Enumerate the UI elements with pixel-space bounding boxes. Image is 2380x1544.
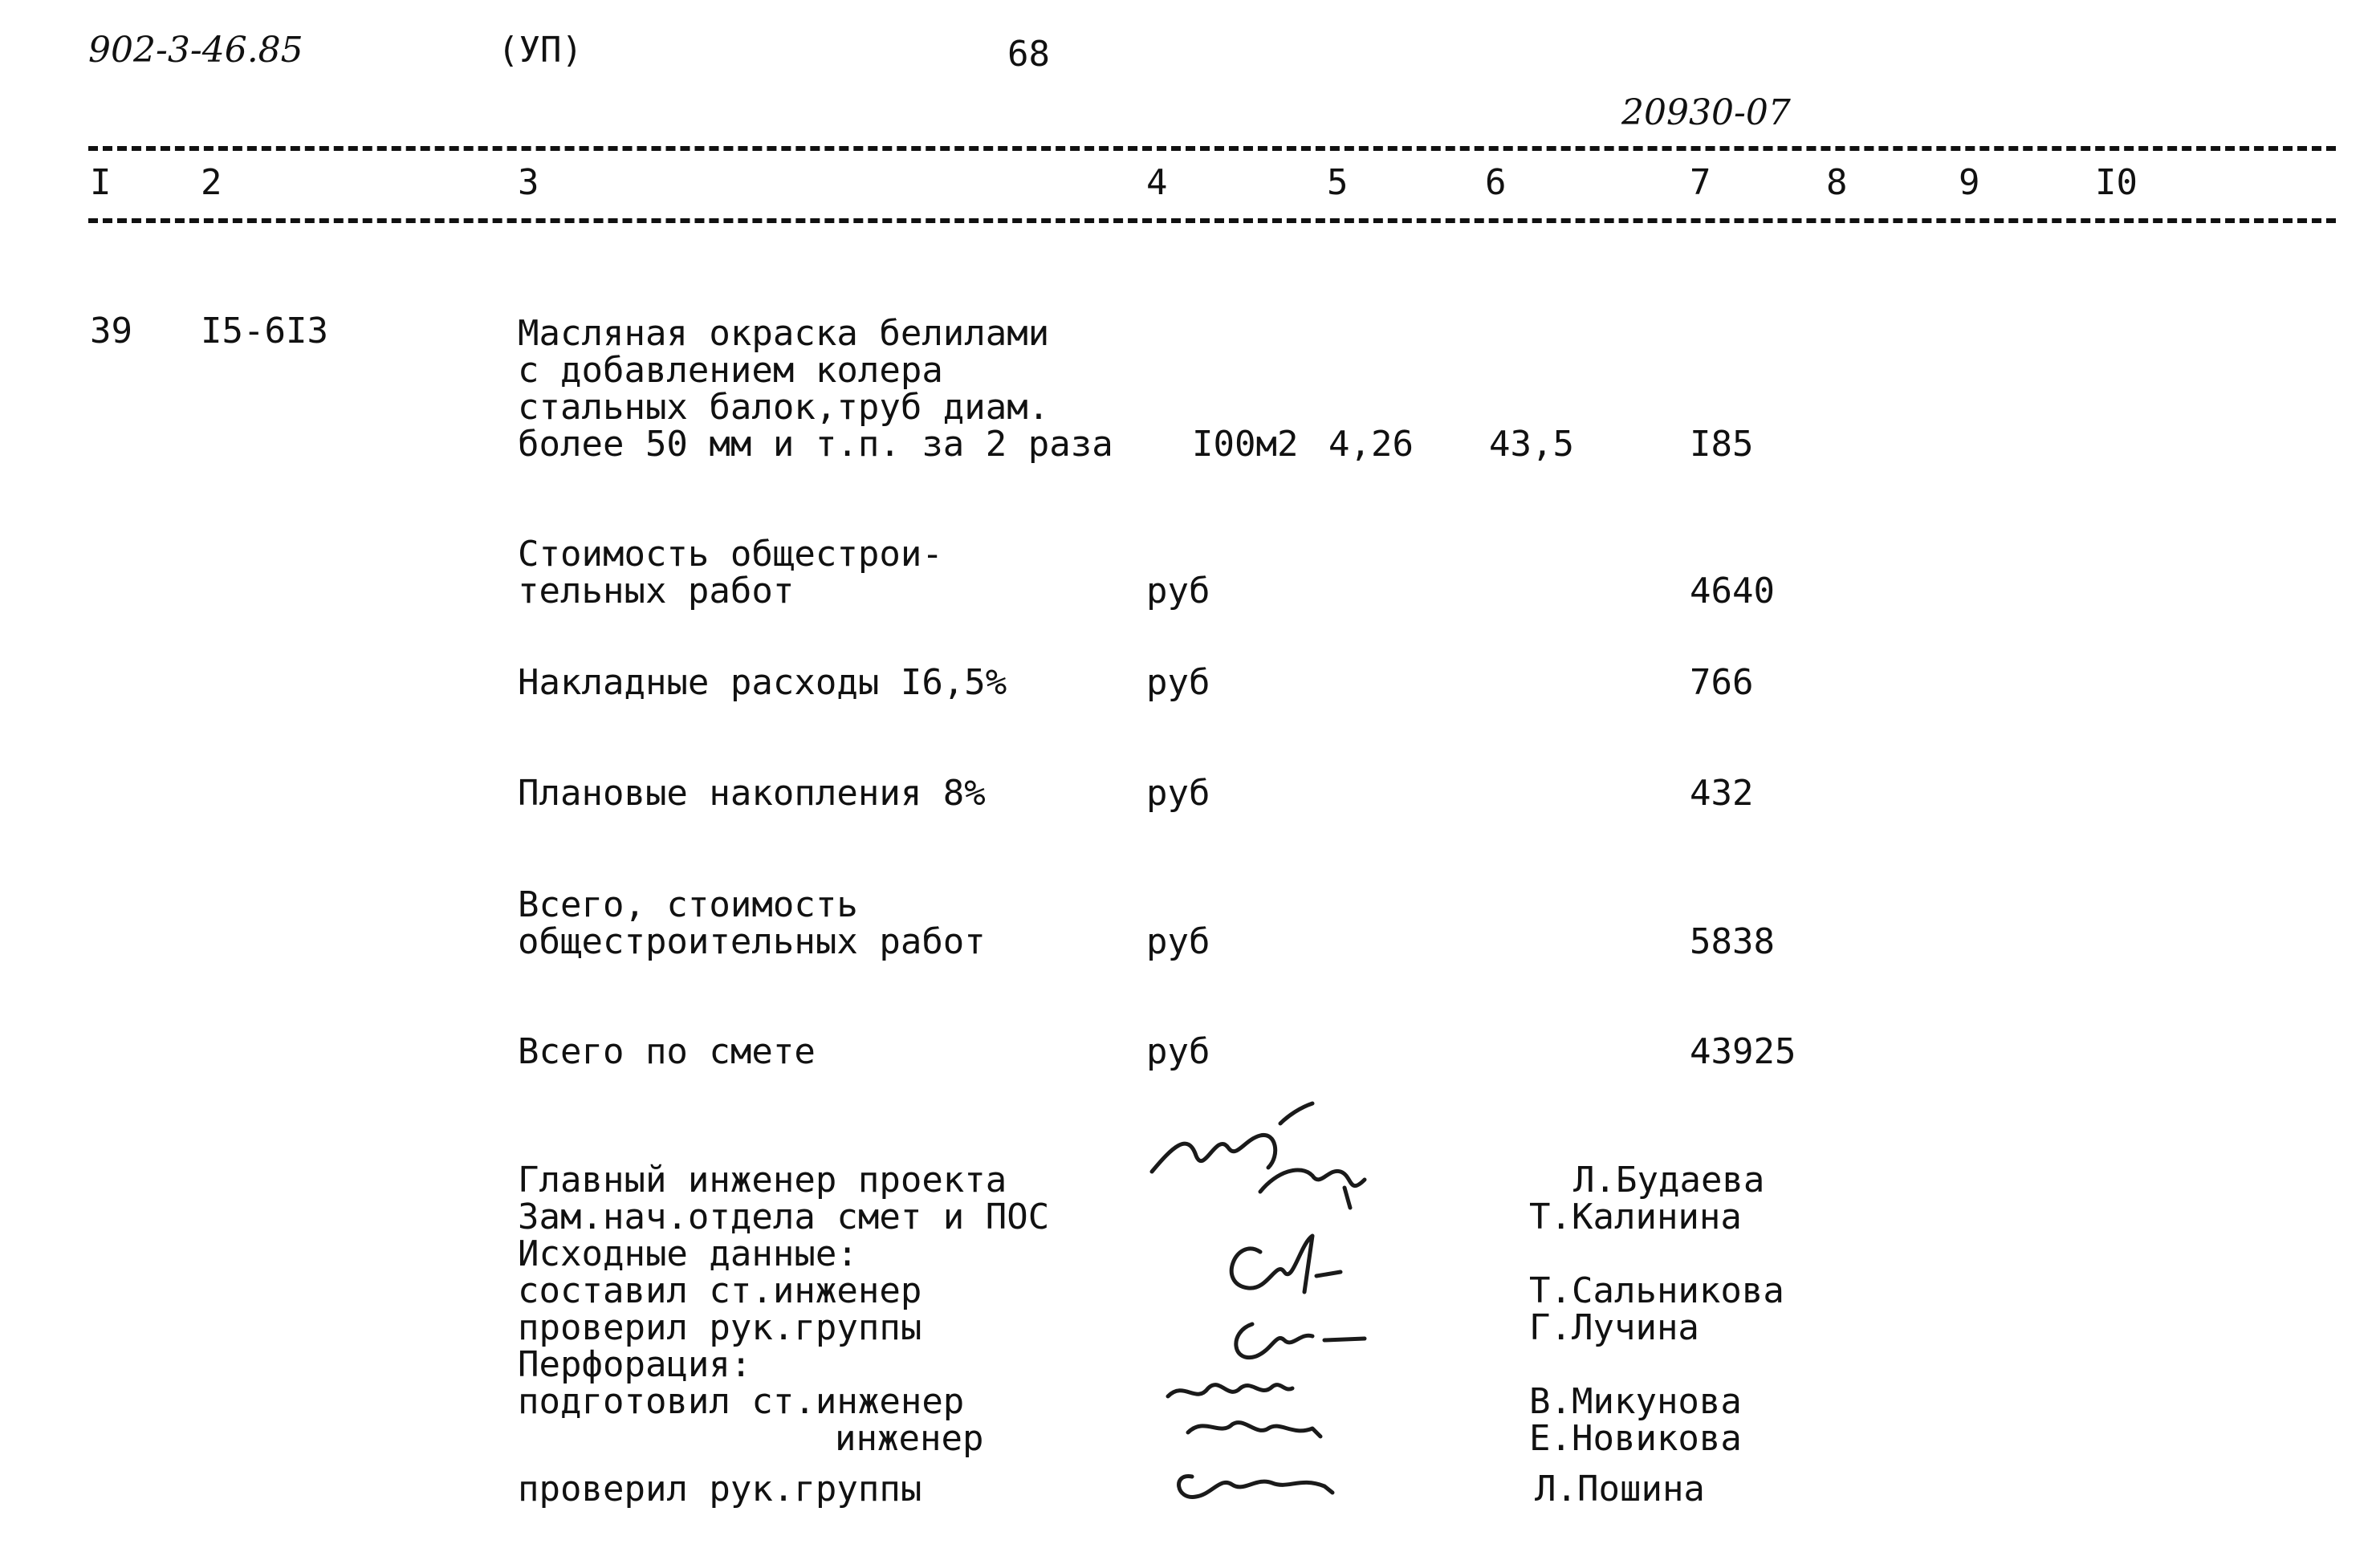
- column-number: 7: [1690, 162, 1711, 203]
- item-description-line: с добавлением колера: [518, 350, 943, 391]
- summary-value: 766: [1690, 662, 1754, 703]
- signature-salnikova: [1231, 1236, 1341, 1292]
- role-label: Главный инженер проекта: [518, 1160, 1007, 1201]
- role-label: подготовил ст.инженер: [518, 1381, 965, 1422]
- item-code: I5-6I3: [201, 311, 328, 351]
- inventory-number: 20930-07: [1621, 92, 1791, 133]
- role-label: проверил рук.группы: [518, 1307, 922, 1348]
- summary-unit: руб: [1146, 773, 1210, 814]
- handwritten-signatures: [1140, 1099, 1429, 1517]
- column-number: 6: [1485, 162, 1507, 203]
- album-label: (УП): [498, 30, 583, 71]
- signatory-name: Л.Пошина: [1535, 1469, 1705, 1509]
- summary-value: 5838: [1690, 921, 1775, 962]
- summary-value: 4640: [1690, 571, 1775, 612]
- signature-mikunova: [1168, 1385, 1292, 1396]
- summary-unit: руб: [1146, 921, 1210, 962]
- summary-unit: руб: [1146, 571, 1210, 612]
- summary-value: 43925: [1690, 1031, 1796, 1072]
- column-number: 3: [518, 162, 539, 203]
- column-number: 9: [1959, 162, 1980, 203]
- role-label: составил ст.инженер: [518, 1270, 922, 1311]
- column-number: 2: [201, 162, 222, 203]
- summary-label: общестроительных работ: [518, 921, 986, 962]
- item-unit: I00м2: [1192, 424, 1299, 465]
- signatory-name: Т.Сальникова: [1529, 1270, 1784, 1311]
- item-number: 39: [90, 311, 132, 351]
- column-number: 8: [1826, 162, 1848, 203]
- header-bottom-rule: [88, 218, 2336, 223]
- summary-label: Всего по смете: [518, 1031, 816, 1072]
- item-description-line: более 50 мм и т.п. за 2 раза: [518, 424, 1113, 465]
- signature-kalinina: [1260, 1170, 1365, 1208]
- summary-label: Всего, стоимость: [518, 884, 858, 925]
- signatory-name: В.Микунова: [1529, 1381, 1742, 1422]
- signatory-name: Г.Лучина: [1529, 1307, 1699, 1348]
- summary-label: тельных работ: [518, 571, 795, 612]
- role-label: Перфорация:: [518, 1344, 752, 1385]
- column-number: I0: [2095, 162, 2138, 203]
- column-number: I: [90, 162, 112, 203]
- role-label: Зам.нач.отдела смет и ПОС: [518, 1197, 1050, 1237]
- signature-novikova: [1188, 1423, 1320, 1436]
- signature-poshina: [1179, 1477, 1332, 1497]
- signature-luchina: [1236, 1324, 1365, 1358]
- signatory-name: Т.Калинина: [1529, 1197, 1742, 1237]
- summary-label: Плановые накопления 8%: [518, 773, 986, 814]
- signatory-name: Е.Новикова: [1529, 1418, 1742, 1459]
- column-number: 5: [1327, 162, 1349, 203]
- summary-label: Стоимость общестрои-: [518, 534, 943, 575]
- header-top-rule: [88, 146, 2336, 151]
- item-description-line: стальных балок,труб диам.: [518, 387, 1050, 428]
- role-label: Исходные данные:: [518, 1233, 858, 1274]
- item-total: I85: [1690, 424, 1754, 465]
- item-description-line: Масляная окраска белилами: [518, 313, 1050, 354]
- item-quantity: 4,26: [1328, 424, 1414, 465]
- role-label: инженер: [835, 1418, 984, 1459]
- signatory-name: Л.Будаева: [1573, 1160, 1765, 1201]
- summary-label: Накладные расходы I6,5%: [518, 662, 1007, 703]
- page-number: 68: [1007, 34, 1050, 75]
- summary-unit: руб: [1146, 662, 1210, 703]
- summary-unit: руб: [1146, 1031, 1210, 1072]
- item-unit-price: 43,5: [1489, 424, 1574, 465]
- signature-budaeva: [1152, 1103, 1312, 1172]
- summary-value: 432: [1690, 773, 1754, 814]
- column-number: 4: [1146, 162, 1168, 203]
- project-code: 902-3-46.85: [88, 30, 303, 71]
- role-label: проверил рук.группы: [518, 1469, 922, 1509]
